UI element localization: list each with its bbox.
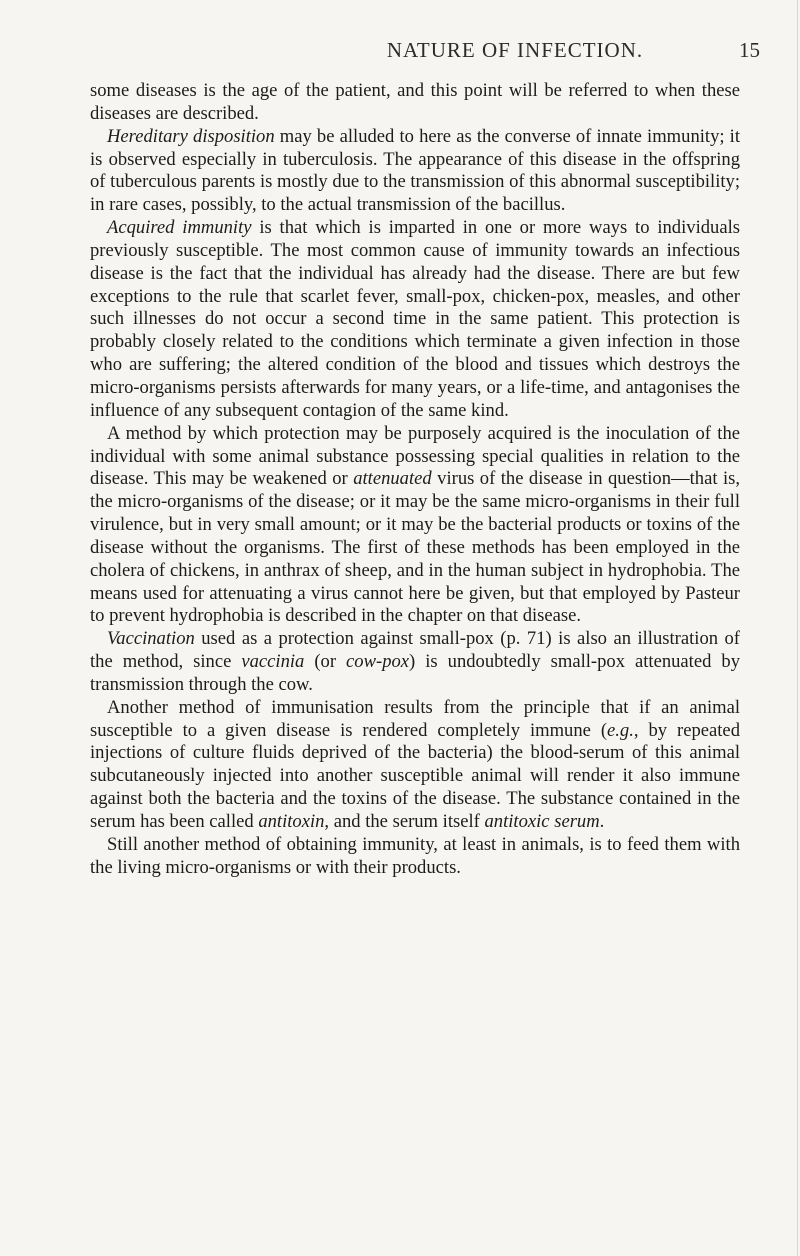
paragraph-1 [90, 80, 740, 126]
text-run: some diseases is the age of the patient, and this point will be referred to when these diseases are described. [90, 80, 740, 124]
text-run: Still another method of obtaining immunity, at least in animals, is to feed them with the living micro-organisms or with their products. [90, 833, 740, 878]
text-run: (or [304, 651, 347, 673]
paragraph-4 [90, 423, 740, 629]
italic-term: Vaccination [107, 628, 195, 650]
paragraph-7 [90, 834, 740, 880]
text-run: is that which is imparted in one or more ways to individuals previously susceptible. The most common cause of immunity towards an infectious disease is the fact that the individual has already had the disease. There are but few exceptions to the rule that scarlet fever, small-pox, chicken-pox, measles, and other such illnesses do not occur a second time in the same patient. This protection is probably closely related to the conditions which terminate a given infection in those who are suffering; the altered condition of the blood and tissues which destroys the micro-organisms persists afterwards for many years, or a life-time, and antagonises the influence of any subsequent contagion of the same kind. [90, 217, 740, 421]
paragraph-3 [90, 217, 740, 423]
paragraph-2 [90, 126, 740, 217]
text-run: used as a protection against small-pox (p. 71) is also an illustration of the method, since [90, 628, 740, 673]
text-run: , by repeated injections of culture fluids deprived of the bacteria) the blood-serum of this animal subcutaneously injected into another susceptible animal will render it also immune against both the bacteria and the toxins of the disease. The substance contained in the serum has been called [90, 719, 740, 832]
italic-term: attenuated [353, 468, 432, 490]
italic-term: cow-pox [346, 651, 410, 673]
page-edge-line [797, 0, 798, 1256]
italic-term: e.g. [607, 719, 634, 741]
page-header [90, 38, 760, 68]
body-text [90, 80, 740, 880]
text-run: A method by which protection may be purposely acquired is the inoculation of the individual with some animal substance possessing special qualities in relation to the disease. This may be weakened or [90, 422, 740, 490]
italic-term: antitoxic serum [484, 811, 600, 832]
text-run: may be alluded to here as the converse of innate immunity; it is observed especially in tuberculosis. The appearance of this disease in the offspring of tuberculous parents is mostly due to the transmission of this abnormal susceptibility; in rare cases, possibly, to the actual transmission of the bacillus. [90, 125, 740, 216]
italic-term: antitoxin [258, 811, 325, 832]
page-number: 15 [739, 38, 760, 62]
running-head: NATURE OF INFECTION. [386, 38, 644, 62]
text-run: Another method of immunisation results from the principle that if an animal susceptible to a given disease is rendered completely immune ( [90, 696, 740, 741]
italic-term: Acquired immunity [107, 217, 252, 239]
text-run: virus of the disease in question—that is, the micro-organisms of the disease; or it may be the same micro-organisms in their full virulence, but in very small amount; or it may be the bacterial products or toxins of the disease without the organisms. The first of these methods has been employed in the cholera of chickens, in anthrax of sheep, and in the human subject in hydrophobia. The means used for attenuating a virus cannot here be given, but that employed by Pasteur to prevent hydrophobia is described in the chapter on that disease. [90, 468, 740, 627]
text-run: ) is undoubtedly small-pox attenuated by transmission through the cow. [90, 651, 740, 695]
text-run: , and the serum itself [324, 811, 485, 832]
italic-term: vaccinia [241, 651, 305, 673]
paragraph-6 [90, 697, 740, 834]
text-run: . [599, 811, 605, 832]
paragraph-5 [90, 628, 740, 697]
italic-term: Hereditary disposition [107, 125, 275, 147]
